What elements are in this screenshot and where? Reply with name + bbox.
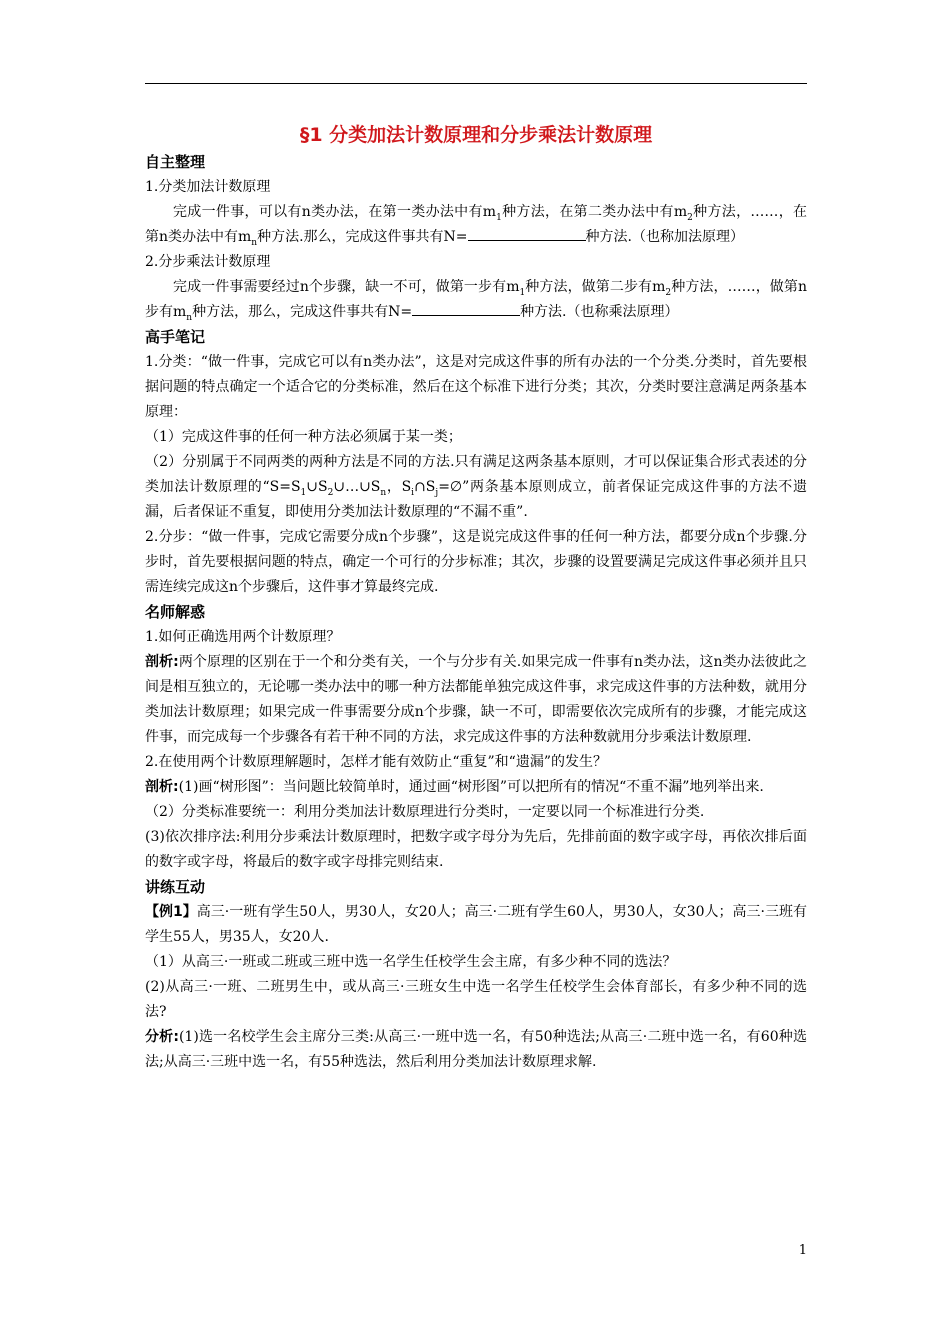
analysis-label: 分析: bbox=[145, 1029, 179, 1045]
header-rule bbox=[145, 83, 807, 84]
paragraph: 剖析:两个原理的区别在于一个和分类有关，一个与分步有关.如果完成一件事有n类办法，这n类办法彼此之间是相互独立的，无论哪一类办法中的哪一种方法都能单独完成这件事，求完成这件事的方法种数，就用分类加法计数原理；如果完成一件事需要分成n个步骤，缺一不可，即需要依次完成所有的步骤，才能完成这件事，而完成每一个步骤各有若干种不同的方法，求完成这件事的方法种数就用分步乘法计数原理. bbox=[145, 654, 807, 745]
document-body bbox=[145, 110, 807, 1075]
question: (2)从高三·一班、二班男生中，或从高三·三班女生中选一名学生任校学生会体育部长，有多少种不同的选法? bbox=[145, 979, 807, 1020]
page-title: §1 分类加法计数原理和分步乘法计数原理 bbox=[299, 124, 653, 146]
analysis-label: 剖析: bbox=[145, 779, 179, 795]
paragraph: 完成一件事，可以有n类办法，在第一类办法中有$m_1$种方法，在第二类办法中有$m_2$种方法，……，在第n类办法中有$m_n$种方法.那么，完成这件事共有N= 种方法.（也称加法原理） bbox=[145, 204, 808, 248]
section-heading: 讲练互动 bbox=[145, 878, 206, 896]
answer-blank bbox=[412, 301, 520, 316]
paragraph: （2）分别属于不同两类的两种方法是不同的方法.只有满足这两条基本原则，才可以保证集合形式表述的分类加法计数原理的“$S=S_1\cup S_2\cup\dots\cup S_n$，$S_i\cap S_j=\emptyset$”两条基本原则成立，前者保证完成这件事的方法不遗漏，后者保证不重复，即使用分类加法计数原理的“不漏不重”. bbox=[145, 454, 807, 520]
section-heading: 名师解惑 bbox=[145, 603, 206, 621]
answer-blank bbox=[468, 226, 586, 241]
paragraph: 2.分步：“做一件事，完成它需要分成n个步骤”，这是说完成这件事的任何一种方法，都要分成n个步骤.分步时，首先要根据问题的特点，确定一个可行的分步标准；其次，步骤的设置要满足完成这件事必须并且只需连续完成这n个步骤后，这件事才算最终完成. bbox=[145, 529, 807, 595]
paragraph: （2）分类标准要统一：利用分类加法计数原理进行分类时，一定要以同一个标准进行分类. bbox=[145, 804, 705, 820]
question: 1.如何正确选用两个计数原理？ bbox=[145, 629, 341, 645]
item-title: 2.分步乘法计数原理 bbox=[145, 254, 271, 270]
paragraph: 完成一件事需要经过n个步骤，缺一不可，做第一步有$m_1$种方法，做第二步有$m_2$种方法，……，做第n步有$m_n$种方法，那么，完成这件事共有N= 种方法.（也称乘法原理） bbox=[145, 279, 807, 323]
example-label: 【例1】 bbox=[145, 904, 197, 920]
paragraph: 剖析:(1)画“树形图”：当问题比较简单时，通过画“树形图”可以把所有的情况“不重不漏”地列举出来. bbox=[145, 779, 764, 795]
question: （1）从高三·一班或二班或三班中选一名学生任校学生会主席，有多少种不同的选法？ bbox=[145, 954, 677, 970]
question: 2.在使用两个计数原理解题时，怎样才能有效防止“重复”和“遗漏”的发生？ bbox=[145, 754, 607, 770]
paragraph: （1）完成这件事的任何一种方法必须属于某一类； bbox=[145, 429, 462, 445]
analysis-label: 剖析: bbox=[145, 654, 179, 670]
paragraph: (3)依次排序法:利用分步乘法计数原理时，把数字或字母分为先后，先排前面的数字或字母，再依次排后面的数字或字母，将最后的数字或字母排完则结束. bbox=[145, 829, 807, 870]
paragraph: 分析:(1)选一名校学生会主席分三类:从高三·一班中选一名，有50种选法;从高三·二班中选一名，有60种选法;从高三·三班中选一名，有55种选法，然后利用分类加法计数原理求解. bbox=[145, 1029, 807, 1070]
paragraph: 1.分类：“做一件事，完成它可以有n类办法”，这是对完成这件事的所有办法的一个分类.分类时，首先要根据问题的特点确定一个适合它的分类标准，然后在这个标准下进行分类；其次，分类时要注意满足两条基本原理： bbox=[145, 354, 807, 420]
example: 【例1】高三·一班有学生50人，男30人，女20人；高三·二班有学生60人，男30人，女30人；高三·三班有学生55人，男35人，女20人. bbox=[145, 904, 807, 945]
item-title: 1.分类加法计数原理 bbox=[145, 179, 271, 195]
section-heading: 自主整理 bbox=[145, 153, 206, 171]
section-heading: 高手笔记 bbox=[145, 328, 206, 346]
